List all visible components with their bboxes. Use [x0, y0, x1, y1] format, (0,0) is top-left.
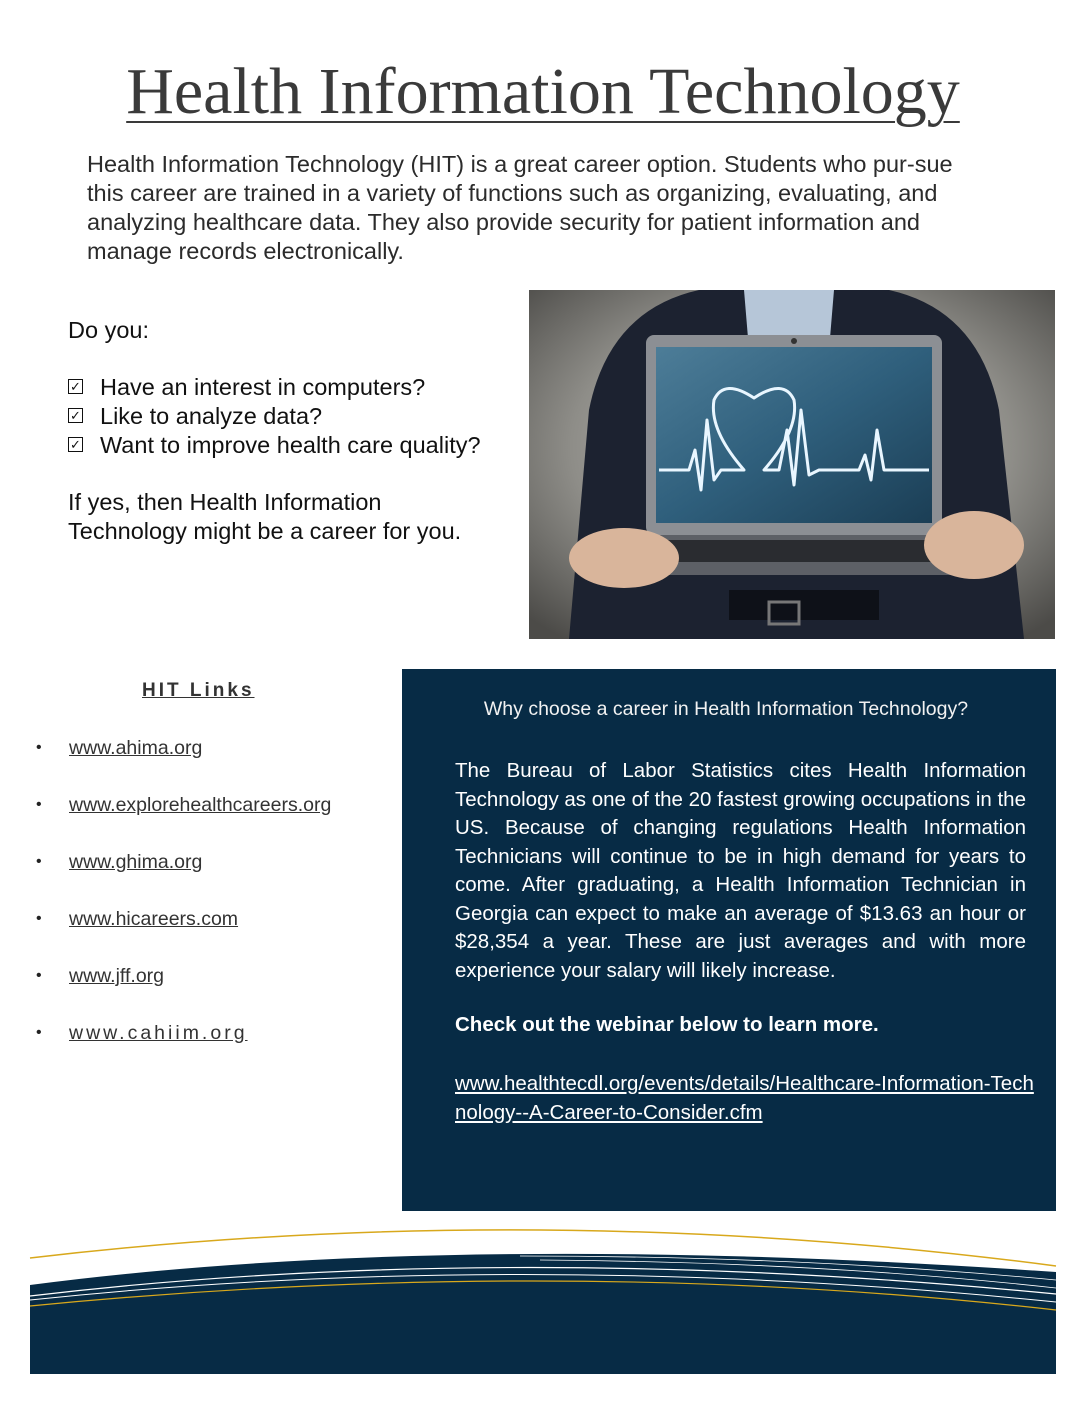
question-item — [68, 373, 488, 402]
question-list — [68, 373, 488, 460]
question-item — [68, 431, 488, 460]
list-item — [36, 734, 331, 791]
list-item — [36, 1019, 331, 1076]
link-cahiim[interactable]: www.cahiim.org — [69, 1022, 248, 1044]
questions-section — [68, 316, 488, 546]
links-heading: HIT Links — [142, 680, 255, 701]
panel-body: The Bureau of Labor Statistics cites Health Information Technology as one of the 20 fastest growing occupations in the US. Because of changing regulations Health Information Technicians will continue to be in high demand for years to come. After graduating, a Health Information Technician in Georgia can expect to make an average of $13.63 an hour or $28,354 a year. These are just averages and with more experience your salary will likely increase. — [455, 759, 1026, 982]
question-text: Like to analyze data? — [100, 403, 323, 429]
link-explorehealthcareers[interactable]: www.explorehealthcareers.org — [69, 794, 332, 816]
questions-conclusion: If yes, then Health Information Technology might be a career for you. — [68, 489, 462, 544]
checked-box-icon: ✓ — [68, 379, 83, 394]
panel-question: Why choose a career in Health Information Technology? — [483, 698, 969, 720]
list-item — [36, 791, 331, 848]
laptop-heartbeat-photo — [529, 290, 1055, 639]
question-text: Have an interest in computers? — [100, 374, 426, 400]
links-list — [36, 734, 331, 1076]
checked-box-icon: ✓ — [68, 437, 83, 452]
footer-wave-graphic — [0, 1210, 1086, 1404]
checked-box-icon: ✓ — [68, 408, 83, 423]
list-item — [36, 848, 331, 905]
list-item — [36, 962, 331, 1019]
list-item — [36, 905, 331, 962]
career-info-panel — [402, 669, 1056, 1211]
link-jff[interactable]: www.jff.org — [69, 965, 165, 987]
photo-illustration — [529, 290, 1055, 639]
question-item — [68, 402, 488, 431]
link-ghima[interactable]: www.ghima.org — [69, 851, 203, 873]
link-ahima[interactable]: www.ahima.org — [69, 737, 203, 759]
link-hicareers[interactable]: www.hicareers.com — [69, 908, 239, 930]
questions-prompt: Do you: — [68, 317, 149, 343]
footer-wave — [0, 1210, 1086, 1404]
intro-paragraph: Health Information Technology (HIT) is a great career option. Students who pur-sue this career are trained in a variety of functions such as organizing, evaluating, and analyzing healthcare data. They also provide security for patient information and manage records electronically. — [87, 151, 953, 264]
question-text: Want to improve health care quality? — [100, 432, 481, 458]
webinar-link[interactable]: www.healthtecdl.org/events/details/Healthcare-Information-Technology--A-Career-to-Consider.cfm — [455, 1072, 1034, 1124]
panel-cta: Check out the webinar below to learn more. — [455, 1013, 879, 1036]
page-title: Health Information Technology — [126, 55, 960, 128]
